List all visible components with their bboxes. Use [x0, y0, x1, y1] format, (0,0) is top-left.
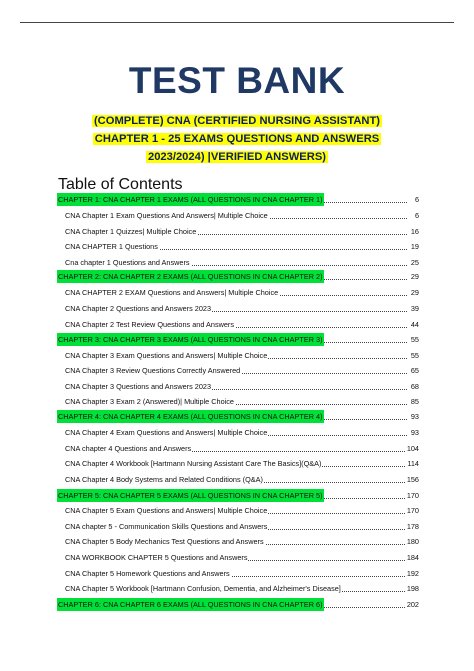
subtitle-line-1: (COMPLETE) CNA (CERTIFIED NURSING ASSISTANT): [93, 115, 381, 127]
toc-entry[interactable]: [65, 457, 419, 470]
toc-entry-title: CHAPTER 6: CNA CHAPTER 6 EXAMS (ALL QUESTIONS IN CNA CHAPTER 6): [58, 600, 323, 609]
toc-entry[interactable]: [65, 364, 419, 377]
toc-entry[interactable]: [65, 426, 419, 439]
toc-entry-title: CNA CHAPTER 1 Questions: [65, 242, 158, 251]
toc-entry-title: CNA CHAPTER 2 EXAM Questions and Answers| Multiple Choice: [65, 288, 279, 297]
toc-entry-title: CNA WORKBOOK CHAPTER 5 Questions and Answers: [65, 553, 248, 562]
toc-entry[interactable]: [65, 473, 419, 486]
toc-entry-title: Cna chapter 1 Questions and Answers: [65, 258, 190, 267]
toc-page-number: 6: [414, 195, 419, 204]
toc-entry-title: CNA Chapter 5 Workbook [Hartmann Confusion, Dementia, and Alzheimer's Disease]: [65, 584, 341, 593]
toc-entry[interactable]: [65, 286, 419, 299]
toc-page-number: 93: [410, 428, 419, 437]
toc-entry-title: CNA Chapter 5 Exam Questions and Answers| Multiple Choice: [65, 506, 268, 515]
toc-page-number: 68: [410, 382, 419, 391]
toc-chapter-entry[interactable]: [57, 270, 419, 283]
toc-page-number: 19: [410, 242, 419, 251]
toc-page-number: 16: [410, 227, 419, 236]
subtitle-line-3: 2023/2024) |VERIFIED ANSWERS): [147, 151, 327, 163]
toc-entry[interactable]: [65, 349, 419, 362]
toc-entry-title: CHAPTER 3: CNA CHAPTER 3 EXAMS (ALL QUESTIONS IN CNA CHAPTER 3): [58, 335, 323, 344]
toc-entry-title: CNA Chapter 3 Review Questions Correctly Answered: [65, 366, 241, 375]
toc-page-number: 29: [410, 288, 419, 297]
toc-entry[interactable]: [65, 535, 419, 548]
toc-page-number: 55: [410, 335, 419, 344]
toc-page-number: 156: [406, 475, 419, 484]
toc-page-number: 6: [414, 211, 419, 220]
toc-page-number: 85: [410, 397, 419, 406]
toc-entry[interactable]: [65, 582, 419, 595]
subtitle-line-2: CHAPTER 1 - 25 EXAMS QUESTIONS AND ANSWERS: [94, 133, 380, 145]
toc-page-number: 178: [406, 522, 419, 531]
toc-entry-title: CNA Chapter 5 Body Mechanics Test Questions and Answers: [65, 537, 264, 546]
toc-entry-title: CHAPTER 2: CNA CHAPTER 2 EXAMS (ALL QUESTIONS IN CNA CHAPTER 2): [58, 272, 323, 281]
toc-entry[interactable]: [65, 318, 419, 331]
toc-heading: Table of Contents: [58, 176, 183, 193]
toc-page-number: 93: [410, 412, 419, 421]
toc-page-number: 29: [410, 272, 419, 281]
toc-chapter-entry[interactable]: [57, 489, 419, 502]
toc-chapter-entry[interactable]: [57, 410, 419, 423]
toc-entry[interactable]: [65, 551, 419, 564]
toc-entry[interactable]: [65, 302, 419, 315]
toc-entry-title: CNA Chapter 3 Exam Questions and Answers| Multiple Choice: [65, 351, 268, 360]
toc-entry-title: CNA Chapter 2 Test Review Questions and Answers: [65, 320, 234, 329]
toc-page-number: 25: [410, 258, 419, 267]
toc-chapter-entry[interactable]: [57, 193, 419, 206]
toc-page-number: 65: [410, 366, 419, 375]
toc-page-number: 184: [406, 553, 419, 562]
toc-page-number: 170: [406, 491, 419, 500]
toc-entry-title: CHAPTER 1: CNA CHAPTER 1 EXAMS (ALL QUESTIONS IN CNA CHAPTER 1): [58, 195, 323, 204]
toc-entry-title: CNA Chapter 4 Workbook [Hartmann Nursing Assistant Care The Basics](Q&A): [65, 459, 322, 468]
toc-entry[interactable]: [65, 240, 419, 253]
toc-entry[interactable]: [65, 395, 419, 408]
toc-entry[interactable]: [65, 520, 419, 533]
toc-page-number: 192: [406, 569, 419, 578]
toc-chapter-entry[interactable]: [57, 598, 419, 611]
toc-entry[interactable]: [65, 567, 419, 580]
toc-page-number: 202: [406, 600, 419, 609]
toc-page-number: 114: [407, 459, 419, 468]
toc-entry[interactable]: [65, 225, 419, 238]
toc-entry-title: CHAPTER 4: CNA CHAPTER 4 EXAMS (ALL QUESTIONS IN CNA CHAPTER 4): [58, 412, 323, 421]
toc-entry-title: CHAPTER 5: CNA CHAPTER 5 EXAMS (ALL QUESTIONS IN CNA CHAPTER 5): [58, 491, 323, 500]
toc-page-number: 104: [406, 444, 419, 453]
toc-entry-title: CNA Chapter 3 Questions and Answers 2023: [65, 382, 212, 391]
toc-entry-title: CNA Chapter 4 Body Systems and Related Conditions (Q&A): [65, 475, 263, 484]
toc-entry-title: CNA Chapter 1 Exam Questions And Answers| Multiple Choice: [65, 211, 268, 220]
toc-entry[interactable]: [65, 209, 419, 222]
toc-entry[interactable]: [65, 256, 419, 269]
toc-entry-title: CNA Chapter 1 Quizzes| Multiple Choice: [65, 227, 197, 236]
toc-page-number: 198: [406, 584, 419, 593]
toc-chapter-entry[interactable]: [57, 333, 419, 346]
toc-page-number: 170: [406, 506, 419, 515]
toc-entry[interactable]: [65, 504, 419, 517]
toc-page-number: 55: [410, 351, 419, 360]
header-rule: [20, 22, 454, 23]
toc-page-number: 180: [406, 537, 419, 546]
toc-entry-title: CNA Chapter 2 Questions and Answers 2023: [65, 304, 212, 313]
toc-entry-title: CNA Chapter 3 Exam 2 (Answered)| Multiple Choice: [65, 397, 234, 406]
toc-entry[interactable]: [65, 380, 419, 393]
toc-page-number: 39: [410, 304, 419, 313]
toc-entry[interactable]: [65, 442, 419, 455]
toc-entry-title: CNA chapter 4 Questions and Answers: [65, 444, 192, 453]
toc-entry-title: CNA Chapter 5 Homework Questions and Answers: [65, 569, 230, 578]
document-title: TEST BANK: [128, 60, 346, 101]
toc-page-number: 44: [410, 320, 419, 329]
toc-entry-title: CNA Chapter 4 Exam Questions and Answers| Multiple Choice: [65, 428, 268, 437]
toc-entry-title: CNA chapter 5 - Communication Skills Questions and Answers: [65, 522, 268, 531]
